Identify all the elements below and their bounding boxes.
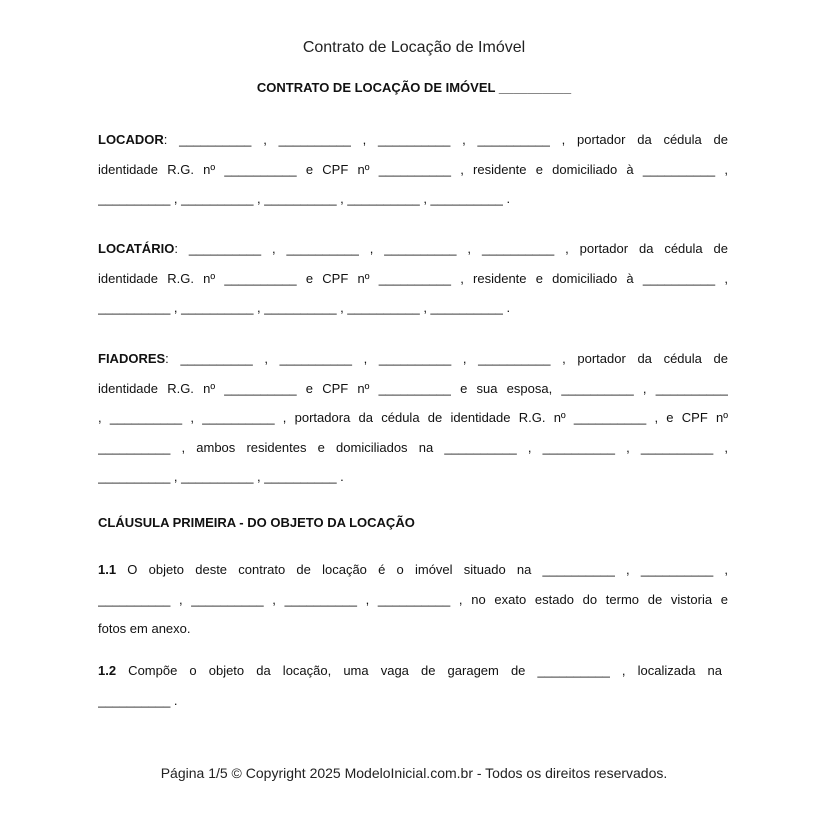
item-1-1-text: O objeto deste contrato de locação é o imóvel situado na __________ , __________ , bbox=[116, 562, 728, 577]
fiadores-paragraph bbox=[98, 344, 728, 492]
locador-paragraph bbox=[98, 125, 728, 214]
item-1-1-number: 1.1 bbox=[98, 562, 117, 577]
item-1-1-paragraph bbox=[98, 555, 728, 644]
fiadores-line-3: , __________ , __________ , portadora da cédula de identidade R.G. nº __________ , e CPF nº bbox=[98, 410, 728, 425]
page-footer: Página 1/5 © Copyright 2025 ModeloInicial.com.br - Todos os direitos reservados. bbox=[160, 765, 668, 781]
item-1-1-line-3: fotos em anexo. bbox=[98, 621, 191, 636]
locatario-line-3: __________ , __________ , __________ , __________ , __________ . bbox=[98, 300, 511, 315]
fiadores-line-4: __________ , ambos residentes e domiciliados na __________ , __________ , __________ , bbox=[98, 439, 728, 455]
locatario-text: : __________ , __________ , __________ , __________ , portador da cédula de bbox=[174, 241, 728, 256]
fiadores-text: : __________ , __________ , __________ , __________ , portador da cédula de bbox=[165, 351, 728, 366]
locador-label: LOCADOR bbox=[98, 132, 164, 147]
fiadores-line-2: identidade R.G. nº __________ e CPF nº __________ e sua esposa, __________ , __________ bbox=[98, 380, 728, 396]
clausula-primeira-title: CLÁUSULA PRIMEIRA - DO OBJETO DA LOCAÇÃO bbox=[98, 515, 415, 530]
item-1-2-text: Compõe o objeto da locação, uma vaga de garagem de __________ , localizada na bbox=[116, 663, 722, 678]
locador-line-3: __________ , __________ , __________ , __________ , __________ . bbox=[98, 191, 511, 206]
locador-line-1 bbox=[98, 125, 728, 155]
fiadores-label: FIADORES bbox=[98, 351, 166, 366]
item-1-2-line-2: __________ . bbox=[98, 692, 178, 708]
document-title: CONTRATO DE LOCAÇÃO DE IMÓVEL __________ bbox=[256, 80, 572, 95]
fiadores-line-5: __________ , __________ , __________ . bbox=[98, 469, 344, 484]
item-1-1-line-1 bbox=[98, 555, 728, 585]
fiadores-line-1 bbox=[98, 344, 728, 374]
locatario-label: LOCATÁRIO bbox=[98, 241, 175, 256]
item-1-2-line-1 bbox=[98, 656, 722, 686]
locatario-line-2: identidade R.G. nº __________ e CPF nº __________ , residente e domiciliado à __________ , bbox=[98, 270, 728, 286]
locador-line-2: identidade R.G. nº __________ e CPF nº __________ , residente e domiciliado à __________ , bbox=[98, 161, 728, 177]
item-1-1-line-2: __________ , __________ , __________ , __________ , no exato estado do termo de vistoria e bbox=[98, 591, 728, 607]
locatario-paragraph bbox=[98, 234, 728, 323]
locador-text: : __________ , __________ , __________ , __________ , portador da cédula de bbox=[163, 132, 728, 147]
item-1-2-paragraph bbox=[98, 656, 722, 715]
page-header-title: Contrato de Locação de Imóvel bbox=[302, 39, 526, 56]
locatario-line-1 bbox=[98, 234, 728, 264]
item-1-2-number: 1.2 bbox=[98, 663, 117, 678]
